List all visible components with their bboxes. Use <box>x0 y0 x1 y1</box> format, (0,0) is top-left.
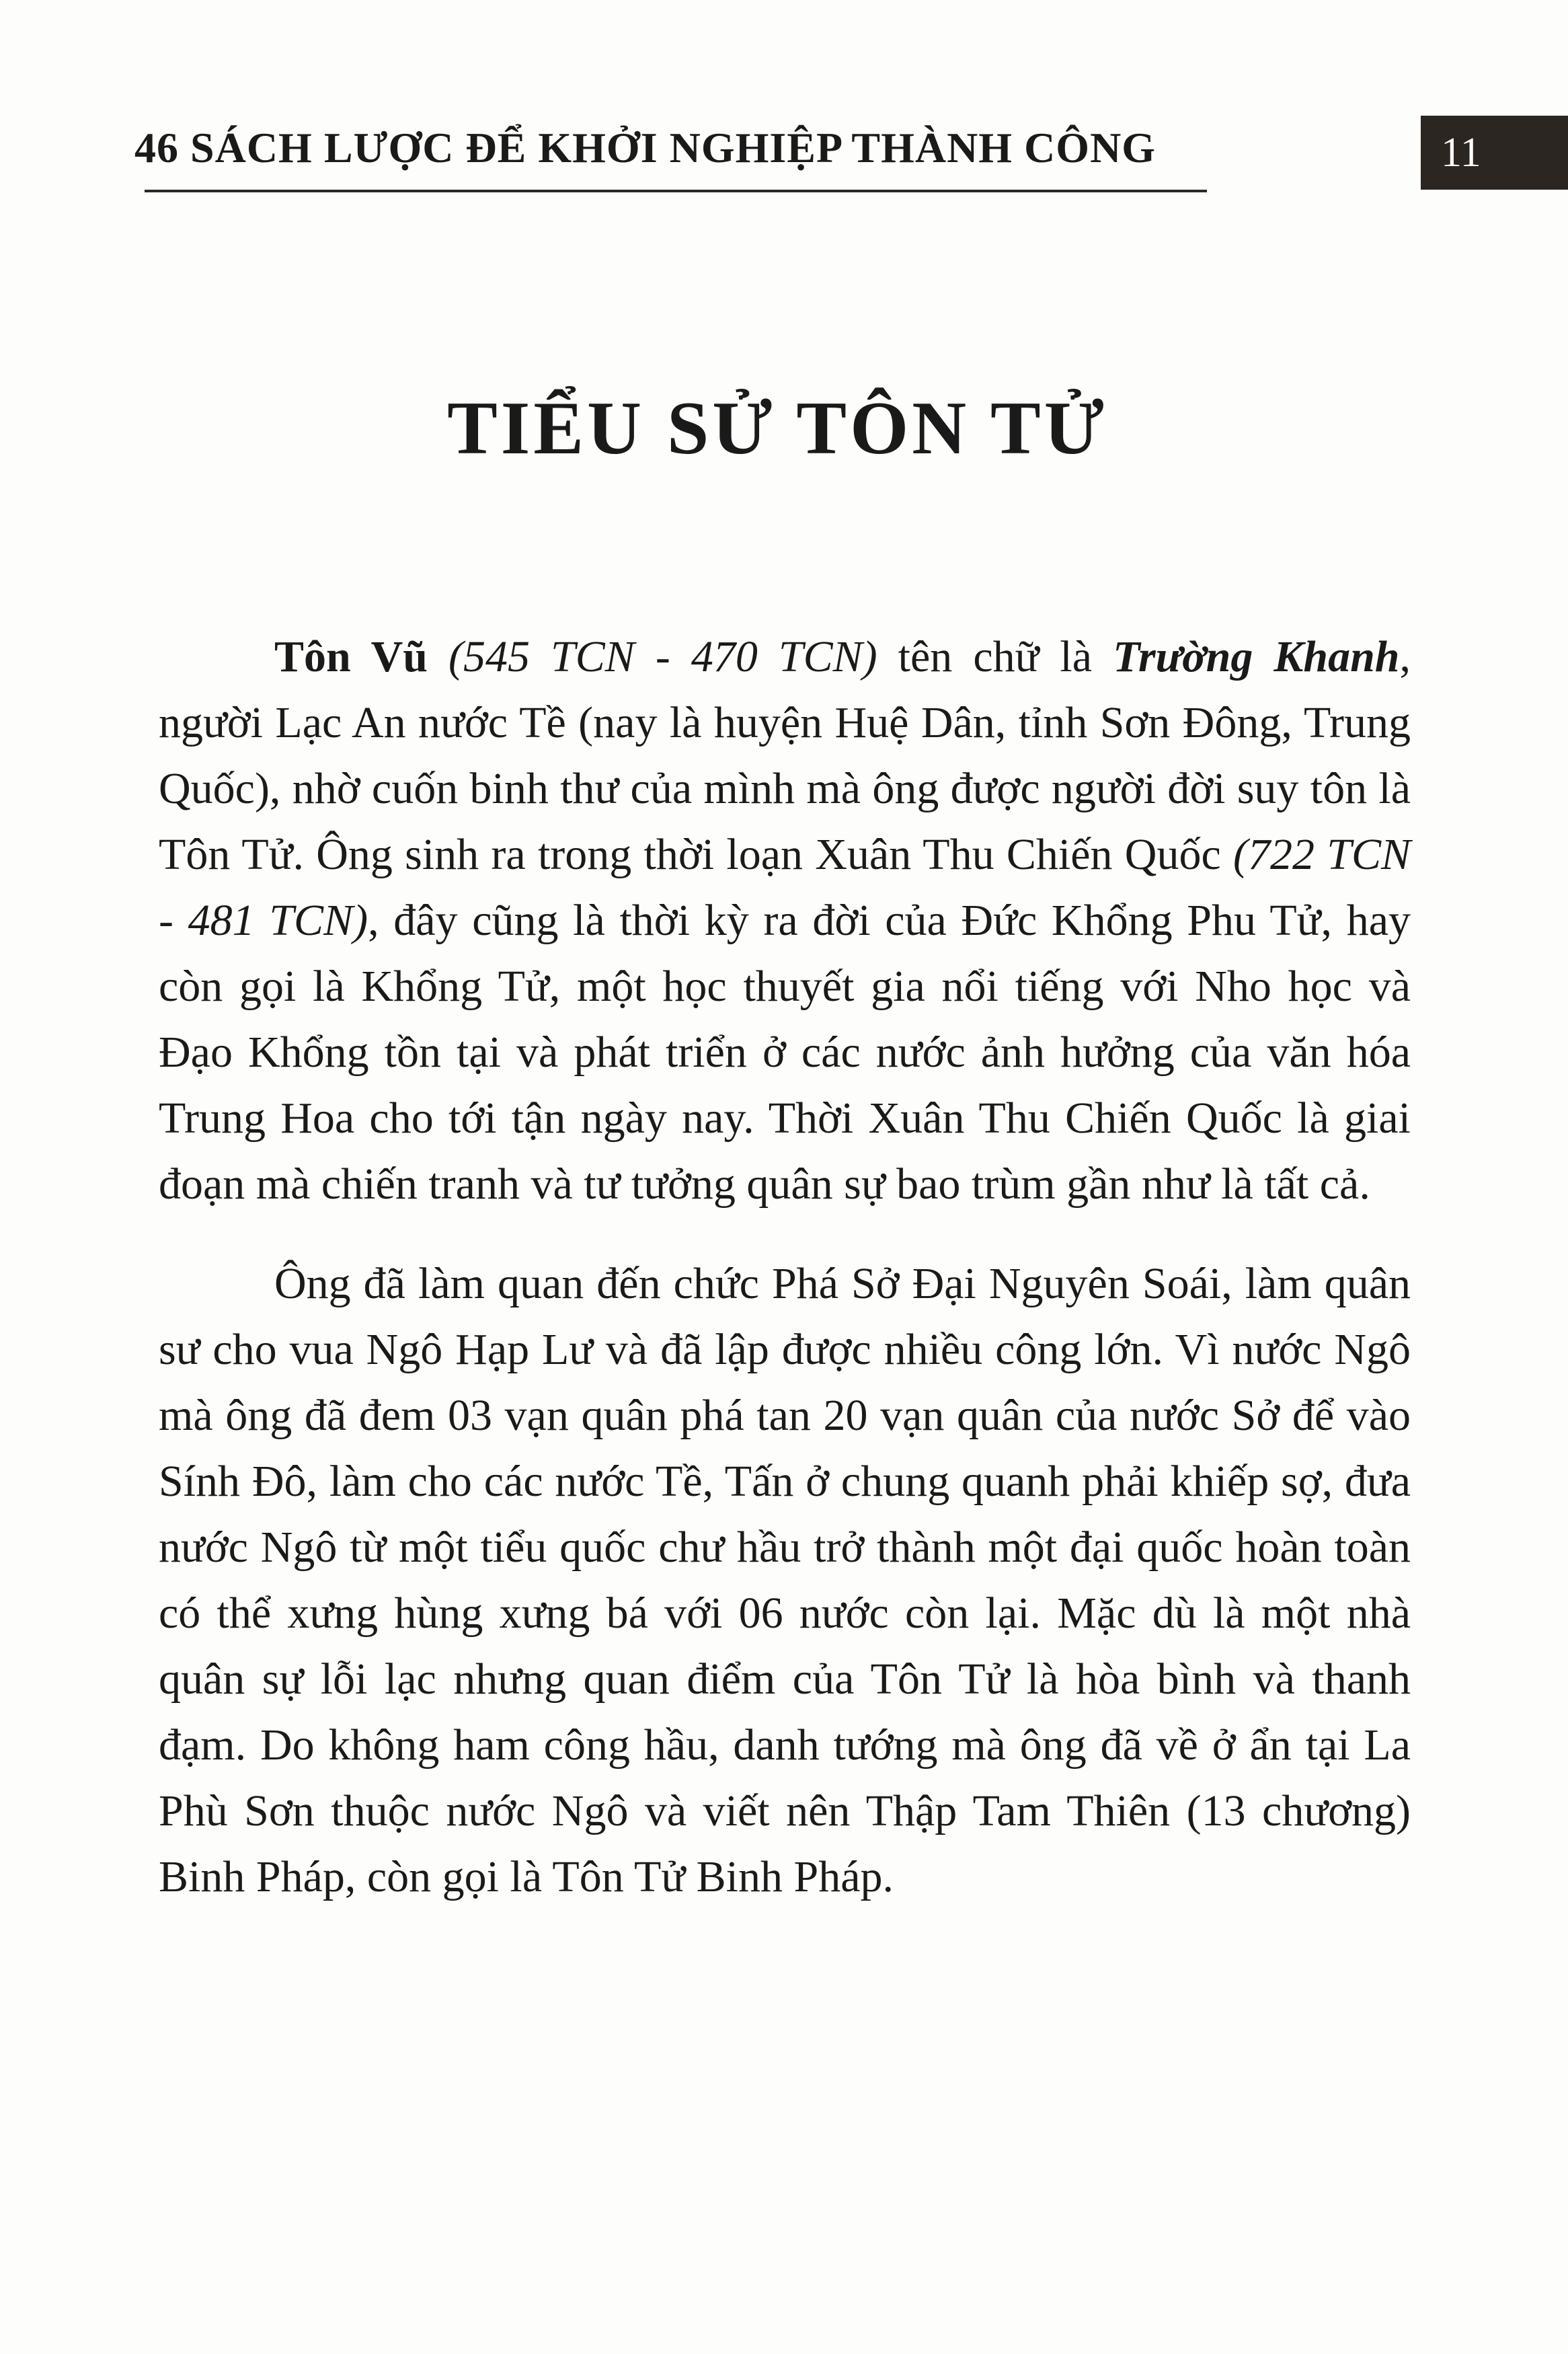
paragraph-1-text-a: tên chữ là <box>877 632 1113 681</box>
page-number: 11 <box>1421 116 1568 190</box>
lifespan: (545 TCN - 470 TCN) <box>448 632 877 681</box>
header-divider <box>145 190 1207 192</box>
chapter-title: TIỂU SỬ TÔN TỬ <box>447 387 1107 470</box>
paragraph-2: Ông đã làm quan đến chức Phá Sở Đại Nguyên Soái, làm quân sư cho vua Ngô Hạp Lư và đã lập được nhiều công lớn. Vì nước Ngô mà ông đã đem 03 vạn quân phá tan 20 vạn quân của nước Sở để vào Sính Đô, làm cho các nước Tề, Tấn ở chung quanh phải khiếp sợ, đưa nước Ngô từ một tiểu quốc chư hầu trở thành một đại quốc hoàn toàn có thể xưng hùng xưng bá với 06 nước còn lại. Mặc dù là một nhà quân sự lỗi lạc nhưng quan điểm của Tôn Tử là hòa bình và thanh đạm. Do không ham công hầu, danh tướng mà ông đã về ở ẩn tại La Phù Sơn thuộc nước Ngô và viết nên Thập Tam Thiên (13 chương) Binh Pháp, còn gọi là Tôn Tử Binh Pháp. <box>159 1259 1411 1901</box>
paragraph-1-text-b: , người Lạc An nước Tề (nay là huyện Huệ Dân, tỉnh Sơn Đông, Trung Quốc), nhờ cuốn binh thư của mình mà ông được người đời suy tôn là Tôn Tử. Ông sinh ra trong thời loạn Xuân Thu Chiến Quốc <box>159 632 1411 879</box>
paragraph-1 <box>159 624 1411 1217</box>
body-text <box>159 624 1411 1910</box>
running-header-book-title: 46 SÁCH LƯỢC ĐỂ KHỞI NGHIỆP THÀNH CÔNG <box>134 124 1157 172</box>
paragraph-1-text-c: , đây cũng là thời kỳ ra đời của Đức Khổng Phu Tử, hay còn gọi là Khổng Tử, một học thuyết gia nổi tiếng với Nho học và Đạo Khổng tồn tại và phát triển ở các nước ảnh hưởng của văn hóa Trung Hoa cho tới tận ngày nay. Thời Xuân Thu Chiến Quốc là giai đoạn mà chiến tranh và tư tưởng quân sự bao trùm gần như là tất cả. <box>159 896 1411 1209</box>
courtesy-name: Trường Khanh <box>1113 632 1400 681</box>
period-dates: (722 TCN - 481 TCN) <box>159 830 1411 945</box>
person-name: Tôn Vũ <box>274 632 428 681</box>
